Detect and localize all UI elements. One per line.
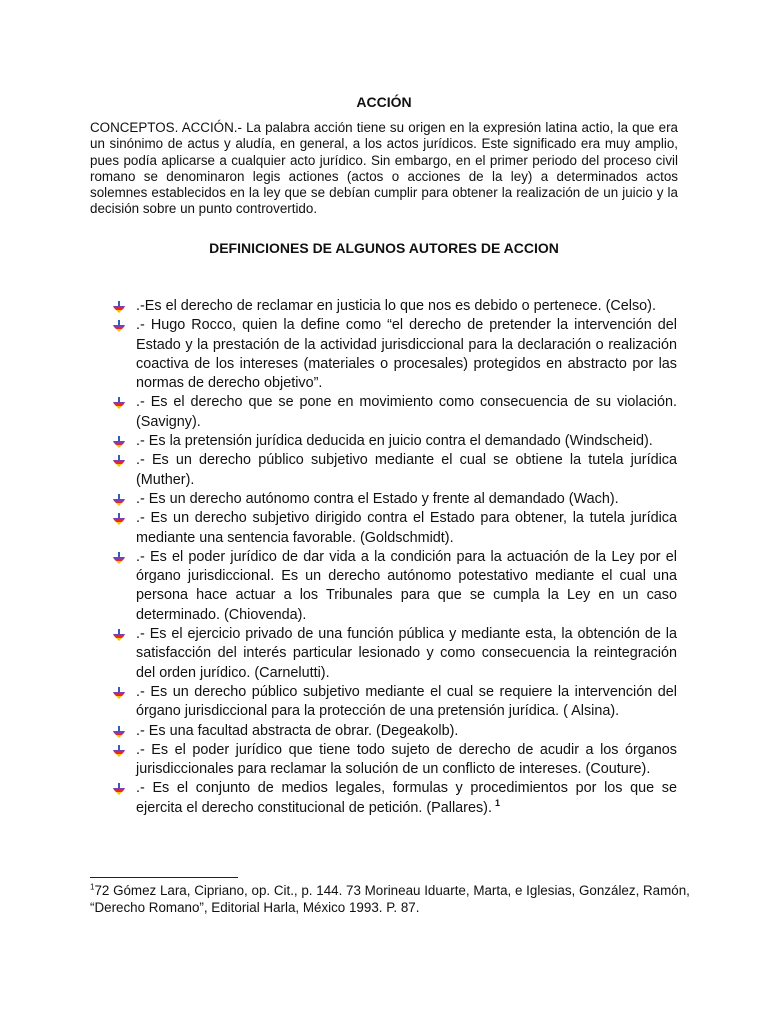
definition-text: .- Es el poder jurídico que tiene todo sujeto de derecho de acudir a los órganos jurisdiccionales para reclamar la solución de un conflicto de intereses. (Couture).: [136, 741, 677, 778]
document-title: ACCIÓN: [356, 94, 412, 110]
footnote-mark: 1: [90, 882, 95, 892]
definition-text: .-Es el derecho de reclamar en justicia lo que nos es debido o pertenece. (Celso).: [136, 298, 656, 314]
list-item: [112, 779, 677, 818]
list-item: [112, 316, 677, 393]
footnote: [90, 882, 690, 916]
definition-text: .- Es un derecho subjetivo dirigido contra el Estado para obtener, la tutela jurídica mediante una sentencia favorable. (Goldschmidt).: [136, 510, 677, 546]
definition-text: .- Es el ejercicio privado de una función pública y mediante esta, la obtención de la satisfacción del interés particular lesionado y como consecuencia la reintegración del orden jurídico. (Carnelutti).: [136, 626, 677, 681]
arrow-down-bullet-icon: [112, 726, 126, 738]
list-item: [112, 393, 677, 432]
section-subtitle: DEFINICIONES DE ALGUNOS AUTORES DE ACCION: [209, 240, 559, 256]
arrow-down-bullet-icon: [112, 513, 126, 525]
arrow-down-bullet-icon: [112, 552, 126, 564]
intro-paragraph: CONCEPTOS. ACCIÓN.- La palabra acción tiene su origen en la expresión latina actio, la que era un sinónimo de actus y aludía, en general, a los actos jurídicos. Este significado era muy amplio, pues podía aplicarse a cualquier acto jurídico. Sin embargo, en el primer periodo del proceso civil romano se denominaron legis actiones (actos o acciones de la ley) a determinados actos solemnes establecidos en la ley que se debían cumplir para obtener la realización de un juicio y la decisión sobre un punto controvertido.: [90, 120, 678, 217]
arrow-down-bullet-icon: [112, 301, 126, 313]
footnote-text: 72 Gómez Lara, Cipriano, op. Cit., p. 144. 73 Morineau Iduarte, Marta, e Iglesias, González, Ramón, “Derecho Romano”, Editorial Harla, México 1993. P. 87.: [90, 883, 690, 915]
definition-text: .- Es un derecho público subjetivo mediante el cual se obtiene la tutela jurídica (Muther).: [136, 452, 677, 488]
definition-text: .- Es un derecho autónomo contra el Estado y frente al demandado (Wach).: [136, 490, 619, 507]
list-item: [112, 548, 677, 625]
definition-text: .- Es la pretensión jurídica deducida en juicio contra el demandado (Windscheid).: [136, 433, 653, 450]
list-item: [112, 741, 677, 780]
arrow-down-bullet-icon: [112, 455, 126, 467]
list-item: [112, 683, 677, 722]
arrow-down-bullet-icon: [112, 629, 126, 641]
list-item: [112, 451, 677, 490]
footnote-reference: 1: [494, 797, 500, 808]
arrow-down-bullet-icon: [112, 745, 126, 757]
footnote-divider: [90, 877, 238, 878]
arrow-down-bullet-icon: [112, 320, 126, 332]
definition-text: .- Es un derecho público subjetivo mediante el cual se requiere la intervención del órgano jurisdiccional para la protección de una pretensión jurídica. ( Alsina).: [136, 683, 677, 720]
list-item: [112, 432, 677, 451]
arrow-down-bullet-icon: [112, 494, 126, 506]
definition-text: .- Hugo Rocco, quien la define como “el derecho de pretender la intervención del Estado y la prestación de la actividad jurisdiccional para la declaración o realización coactiva de los intereses (materiales o procesales) protegidos en abstracto por las normas de derecho objetivo”.: [136, 317, 677, 392]
list-item: [112, 625, 677, 683]
arrow-down-bullet-icon: [112, 397, 126, 409]
list-item: [112, 722, 677, 741]
definition-text: .- Es el conjunto de medios legales, formulas y procedimientos por los que se ejercita el derecho constitucional de petición. (Pallares).: [136, 780, 677, 816]
list-item: [112, 297, 677, 316]
definitions-list: [112, 297, 677, 818]
arrow-down-bullet-icon: [112, 783, 126, 795]
definition-text: .- Es el derecho que se pone en movimiento como consecuencia de su violación. (Savigny).: [136, 394, 677, 430]
list-item: [112, 509, 677, 548]
definition-text: .- Es una facultad abstracta de obrar. (Degeakolb).: [136, 722, 459, 739]
definition-text: .- Es el poder jurídico de dar vida a la condición para la actuación de la Ley por el órgano jurisdiccional. Es un derecho autónomo potestativo mediante el cual una persona hace actuar a los Tribunales para que se cumpla la Ley en un caso determinado. (Chiovenda).: [136, 548, 677, 623]
arrow-down-bullet-icon: [112, 436, 126, 448]
arrow-down-bullet-icon: [112, 687, 126, 699]
list-item: [112, 490, 677, 509]
